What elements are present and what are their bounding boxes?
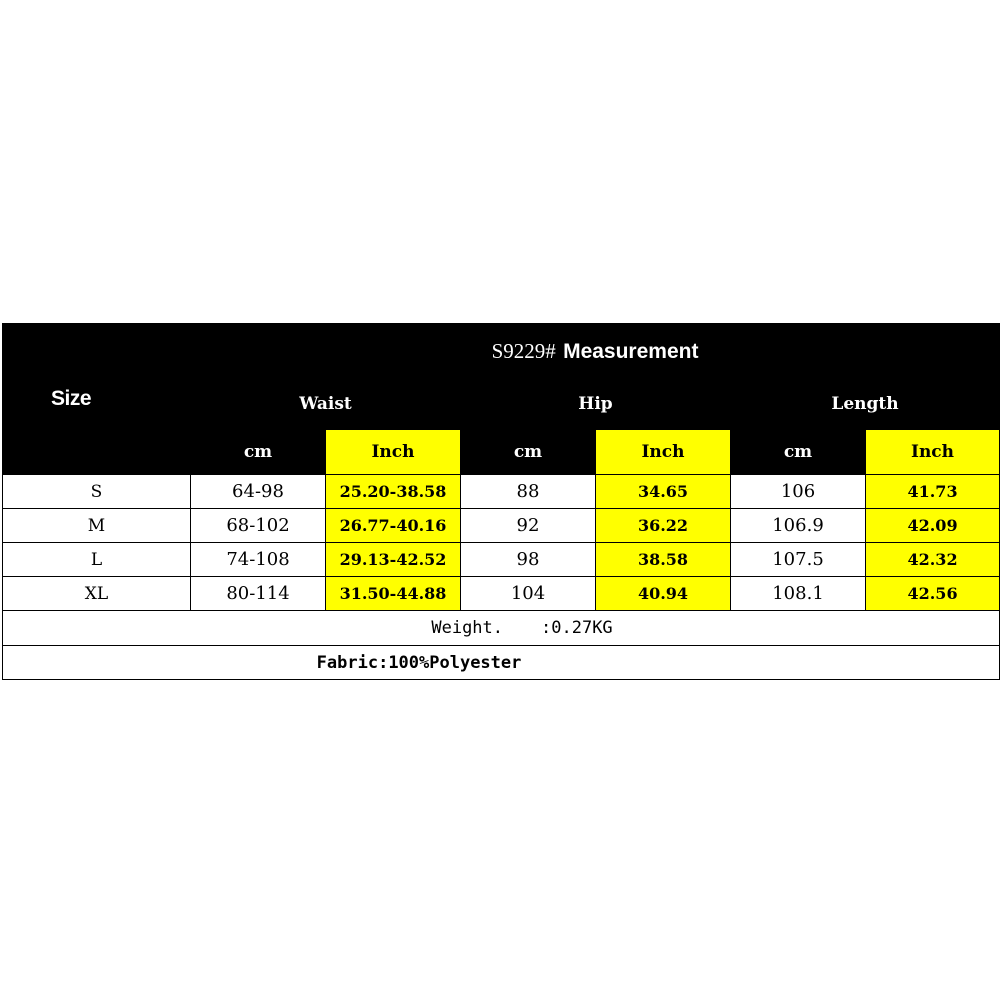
length-inch-cell: 42.32 [866, 543, 1000, 577]
length-cm-cell: 108.1 [731, 577, 866, 611]
hip-cm-cell: 98 [461, 543, 596, 577]
waist-inch-cell: 29.13-42.52 [326, 543, 461, 577]
waist-inch-cell: 25.20-38.58 [326, 475, 461, 509]
length-cm-cell: 106 [731, 475, 866, 509]
hip-inch-cell: 38.58 [596, 543, 731, 577]
hip-cm-cell: 92 [461, 509, 596, 543]
length-header: Length [731, 378, 1000, 430]
hip-inch-header: Inch [596, 430, 731, 475]
table-row [3, 577, 1000, 611]
length-inch-cell: 42.56 [866, 577, 1000, 611]
waist-cm-header: cm [191, 430, 326, 475]
length-inch-header: Inch [866, 430, 1000, 475]
hip-inch-cell: 40.94 [596, 577, 731, 611]
size-chart-table [2, 323, 1000, 680]
waist-inch-cell: 26.77-40.16 [326, 509, 461, 543]
size-cell: L [3, 543, 191, 577]
hip-cm-cell: 88 [461, 475, 596, 509]
hip-cm-header: cm [461, 430, 596, 475]
waist-cm-cell: 80-114 [191, 577, 326, 611]
table-row [3, 543, 1000, 577]
hip-inch-cell: 34.65 [596, 475, 731, 509]
size-cell: S [3, 475, 191, 509]
waist-header: Waist [191, 378, 461, 430]
length-cm-cell: 107.5 [731, 543, 866, 577]
table-row [3, 509, 1000, 543]
waist-inch-header: Inch [326, 430, 461, 475]
waist-inch-cell: 31.50-44.88 [326, 577, 461, 611]
hip-header: Hip [461, 378, 731, 430]
hip-cm-cell: 104 [461, 577, 596, 611]
title-code: S9229# [491, 338, 556, 363]
table-row [3, 475, 1000, 509]
weight-value: :0.27KG [541, 618, 613, 638]
length-cm-cell: 106.9 [731, 509, 866, 543]
weight-row [3, 611, 1000, 646]
length-inch-cell: 42.09 [866, 509, 1000, 543]
length-inch-cell: 41.73 [866, 475, 1000, 509]
length-cm-header: cm [731, 430, 866, 475]
hip-inch-cell: 36.22 [596, 509, 731, 543]
table-title [191, 324, 1000, 378]
fabric-text: Fabric:100%Polyester [316, 652, 522, 673]
title-word: Measurement [563, 339, 699, 363]
fabric-row [3, 646, 1000, 680]
weight-label: Weight. [431, 618, 504, 638]
size-header: Size [3, 324, 191, 475]
size-cell: M [3, 509, 191, 543]
size-cell: XL [3, 577, 191, 611]
waist-cm-cell: 74-108 [191, 543, 326, 577]
waist-cm-cell: 64-98 [191, 475, 326, 509]
waist-cm-cell: 68-102 [191, 509, 326, 543]
